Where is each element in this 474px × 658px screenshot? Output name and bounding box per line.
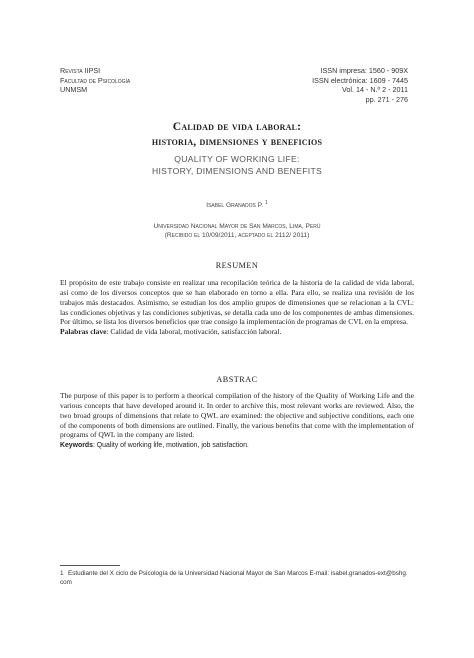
journal-header-right — [312, 66, 408, 104]
author-affiliation: Universidad Nacional Mayor de San Marcos, Lima, Perú — [153, 223, 321, 231]
issn-print: ISSN impresa: 1560 - 909X — [320, 66, 408, 75]
author-block — [60, 198, 414, 240]
volume-issue: Vol. 14 - N.º 2 - 2011 — [341, 85, 408, 95]
page-range: pp. 271 - 276 — [365, 94, 408, 104]
resumen-body: El propósito de este trabajo consiste en realizar una recopilación teórica de la historia de la calidad de vida laboral, así como de los diversos conceptos que se han elaborado en torno a ella. Para ello, se realiza una revisión de los trabajos más destacados. Asimismo, se estudian los dos amplio grupos de dimensiones que se relacionan a la CVL: las condiciones objetivas y las condiciones subjetivas, se detalla cada uno de los componentes de ambas dimensiones. Por último, se lista los diversos beneficios que trae consigo la implementación de programas de CVL en la empresa. — [60, 278, 414, 327]
abstract-heading: ABSTRAC — [216, 375, 258, 384]
footnote — [60, 569, 420, 587]
journal-name: Revista IIPSI — [60, 66, 101, 75]
issn-electronic: ISSN electrónica: 1609 - 7445 — [312, 75, 408, 85]
abstract-body: The purpose of this paper is to perform a theorical compilation of the history of the Quality of Working Life and the various concepts that have developed around it. In order to archive this, most relevant works are reviewed. Also, the two broad groups of dimensions that relate to QWL are examined: the objective and subjective conditions, each one of the components of both dimensions are outlined. Finally, the various benefits that come with the implementation of programs of QWL in the company are listed. — [60, 391, 414, 440]
title-spanish-line-1: Calidad de vida laboral: — [172, 120, 302, 133]
title-spanish-line-2: historia, dimensiones y beneficios — [151, 135, 323, 148]
author-line — [60, 198, 414, 211]
journal-header-left — [60, 66, 130, 95]
title-english-line-2: HISTORY, DIMENSIONS AND BENEFITS — [151, 166, 323, 176]
palabras-clave-text: : Calidad de vida laboral, motivación, satisfacción laboral. — [106, 327, 282, 337]
footnote-rule — [60, 565, 120, 566]
title-english-line-1: QUALITY OF WORKING LIFE: — [174, 154, 300, 164]
resumen-heading: RESUMEN — [215, 261, 259, 270]
title-block — [80, 119, 394, 177]
author-name: Isabel Granados P. — [206, 202, 264, 210]
abstract-section — [60, 391, 414, 451]
keywords-label: Keywords — [60, 442, 93, 450]
received-accepted-dates: (Recibido el 10/09/2011, aceptado el 2112/ 2011) — [164, 232, 310, 240]
author-footnote-mark: 1 — [264, 200, 268, 206]
university-name: UNMSM — [60, 85, 88, 95]
footnote-text: Estudiante del X ciclo de Psicología de la Universidad Nacional Mayor de San Marcos E-mail: isabel.granados-ext@bshg. com — [60, 570, 408, 586]
palabras-clave-label: Palabras clave — [60, 327, 107, 337]
faculty-name: Facultad de Psicología — [60, 75, 131, 85]
footnote-number: 1 — [60, 570, 64, 577]
resumen-section — [60, 278, 414, 337]
keywords-text: : Quality of working life, motivation, job satisfaction. — [92, 442, 249, 450]
